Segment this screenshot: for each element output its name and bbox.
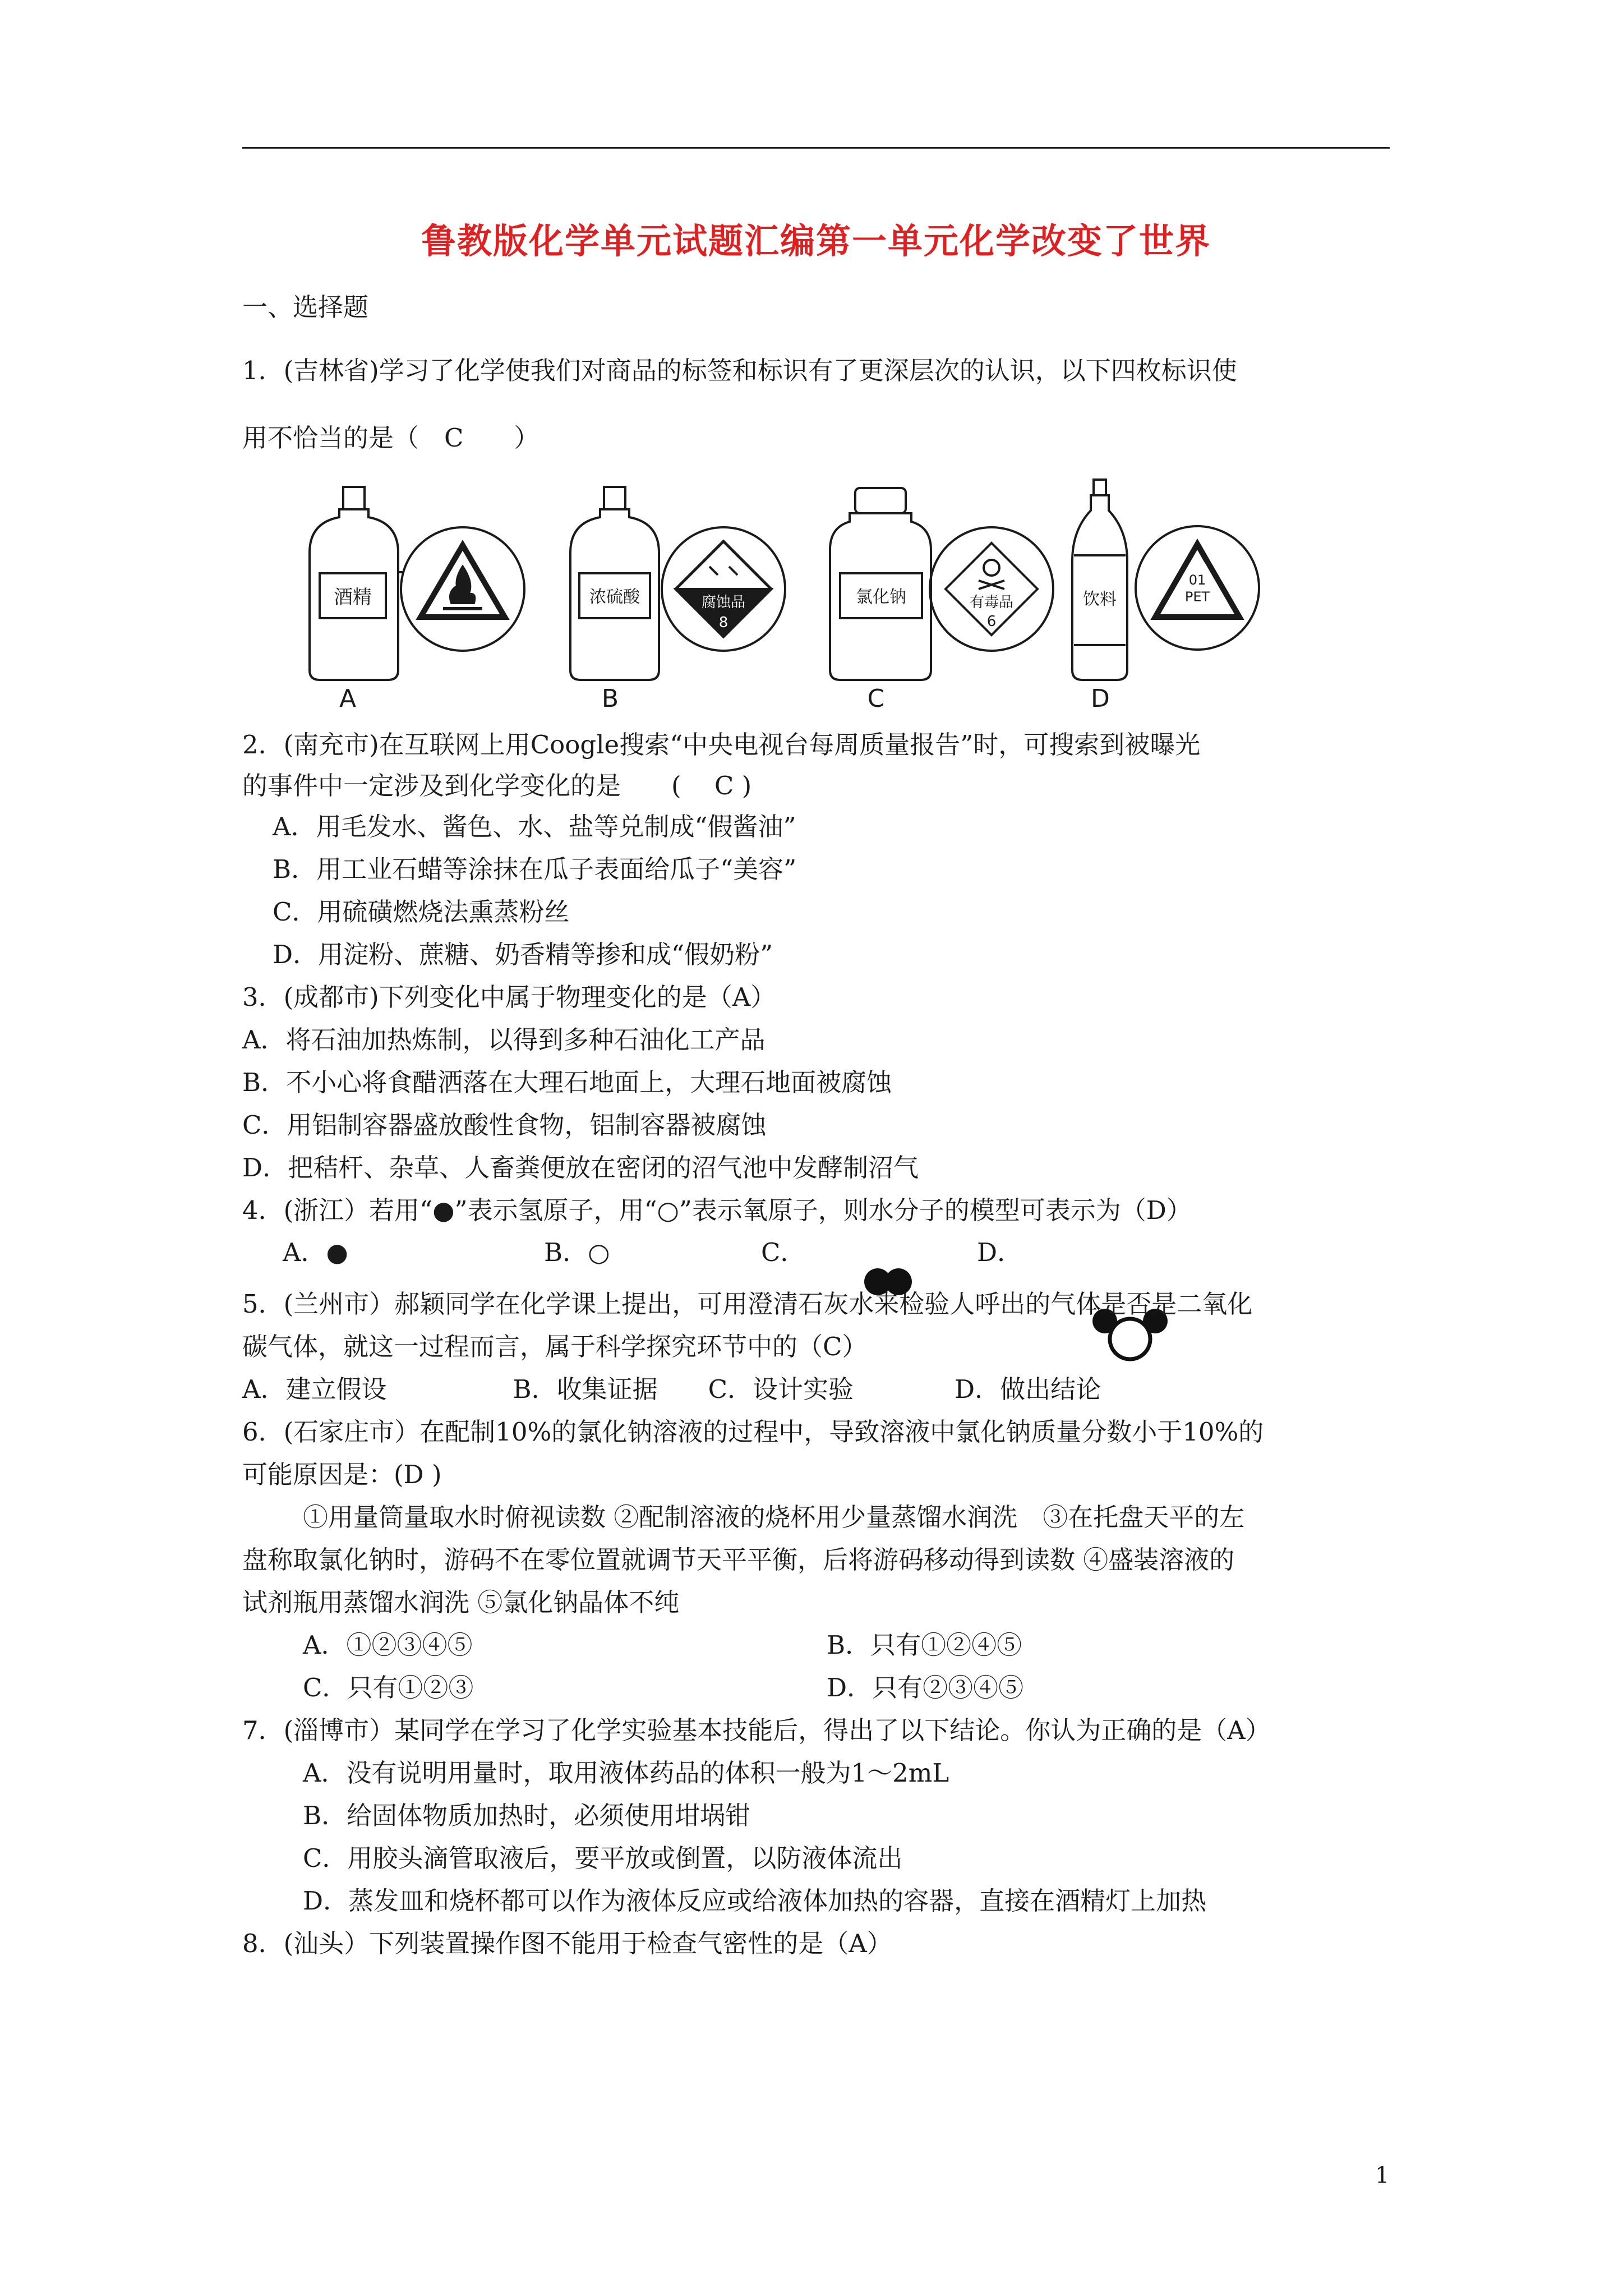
figure-label-d: D bbox=[1091, 684, 1110, 713]
bottle-c bbox=[830, 488, 931, 680]
toxic-sign-number: 6 bbox=[986, 613, 997, 630]
header-rule bbox=[242, 147, 1390, 149]
q6-stem-line2: 可能原因是：(D ) bbox=[242, 1460, 442, 1489]
q6-causes-line2: 盘称取氯化钠时，游码不在零位置就调节天平平衡，后将游码移动得到读数 ④盛装溶液的 bbox=[242, 1545, 1235, 1575]
q7-stem: 7．(淄博市）某同学在学习了化学实验基本技能后，得出了以下结论。你认为正确的是（A） bbox=[242, 1715, 1271, 1745]
q4-option-a: A．● bbox=[283, 1237, 348, 1267]
q2-option-b: B．用工业石蜡等涂抹在瓜子表面给瓜子“美容” bbox=[273, 854, 797, 884]
q1-stem-line2: 用不恰当的是（ C ） bbox=[242, 423, 540, 453]
recycle-sign-code: 01 bbox=[1188, 572, 1206, 588]
bottle-a bbox=[310, 487, 398, 680]
bottle-b-text: 浓硫酸 bbox=[589, 587, 640, 607]
q5-stem-line2: 碳气体，就这一过程而言，属于科学探究环节中的（C） bbox=[242, 1332, 868, 1361]
q5-stem-line1: 5．(兰州市）郝颖同学在化学课上提出，可用澄清石灰水来检验人呼出的气体是否是二氧化 bbox=[242, 1289, 1253, 1319]
q2-stem-line1: 2．(南充市)在互联网上用Coogle搜索“中央电视台每周质量报告”时，可搜索到被曝光 bbox=[242, 730, 1201, 760]
figure-label-a: A bbox=[339, 684, 357, 713]
bottle-c-text: 氯化钠 bbox=[856, 587, 906, 607]
document-title: 鲁教版化学单元试题汇编第一单元化学改变了世界 bbox=[421, 220, 1211, 261]
q5-options: A．建立假设 B．收集证据 C．设计实验 D．做出结论 bbox=[242, 1374, 1101, 1404]
bottle-b bbox=[570, 487, 659, 680]
q3-option-c: C．用铝制容器盛放酸性食物，铝制容器被腐蚀 bbox=[242, 1110, 767, 1140]
q3-stem: 3．(成都市)下列变化中属于物理变化的是（A） bbox=[242, 982, 776, 1012]
q7-option-b: B．给固体物质加热时，必须使用坩埚钳 bbox=[303, 1801, 751, 1830]
page-number: 1 bbox=[1375, 2162, 1390, 2188]
q4-option-c: C． bbox=[761, 1237, 806, 1267]
bottle-d-text: 饮料 bbox=[1083, 590, 1117, 609]
bottle-a-text: 酒精 bbox=[334, 586, 372, 609]
q1-label-figure bbox=[303, 477, 1335, 718]
q6-option-d: D．只有②③④⑤ bbox=[827, 1673, 1024, 1703]
q7-option-c: C．用胶头滴管取液后，要平放或倒置，以防液体流出 bbox=[303, 1843, 903, 1873]
q6-option-a: A．①②③④⑤ bbox=[303, 1630, 473, 1660]
figure-label-b: B bbox=[601, 684, 619, 713]
q3-option-a: A．将石油加热炼制，以得到多种石油化工产品 bbox=[242, 1025, 766, 1055]
section-heading: 一、选择题 bbox=[242, 292, 369, 322]
bottle-d bbox=[1072, 480, 1127, 680]
q1-stem-line1: 1．(吉林省)学习了化学使我们对商品的标签和标识有了更深层次的认识，以下四枚标识使 bbox=[242, 356, 1237, 385]
q2-option-d: D．用淀粉、蔗糖、奶香精等掺和成“假奶粉” bbox=[273, 940, 773, 969]
q8-stem: 8．(汕头）下列装置操作图不能用于检查气密性的是（A） bbox=[242, 1929, 892, 1958]
q3-option-d: D．把秸杆、杂草、人畜粪便放在密闭的沼气池中发酵制沼气 bbox=[242, 1153, 919, 1182]
toxic-sign-icon bbox=[930, 527, 1053, 651]
q3-option-b: B．不小心将食醋洒落在大理石地面上，大理石地面被腐蚀 bbox=[242, 1068, 892, 1097]
q4-option-b: B．○ bbox=[544, 1237, 610, 1267]
q7-option-d: D．蒸发皿和烧杯都可以作为液体反应或给液体加热的容器，直接在酒精灯上加热 bbox=[303, 1886, 1207, 1916]
q2-option-c: C．用硫磺燃烧法熏蒸粉丝 bbox=[273, 897, 570, 927]
q4-option-d: D． bbox=[977, 1237, 1023, 1267]
q6-causes-line3: 试剂瓶用蒸馏水润洗 ⑤氯化钠晶体不纯 bbox=[242, 1588, 680, 1617]
corrosive-sign-text: 腐蚀品 bbox=[701, 594, 746, 611]
q6-option-b: B．只有①②④⑤ bbox=[827, 1630, 1022, 1660]
q2-option-a: A．用毛发水、酱色、水、盐等兑制成“假酱油” bbox=[273, 812, 796, 841]
toxic-sign-text: 有毒品 bbox=[969, 594, 1014, 611]
corrosive-sign-number: 8 bbox=[718, 614, 728, 631]
figure-label-c: C bbox=[867, 684, 885, 713]
q6-stem-line1: 6．(石家庄市）在配制10%的氯化钠溶液的过程中，导致溶液中氯化钠质量分数小于10%的 bbox=[242, 1417, 1264, 1447]
recycle-sign-material: PET bbox=[1184, 589, 1210, 605]
q7-option-a: A．没有说明用量时，取用液体药品的体积一般为1～2mL bbox=[303, 1758, 949, 1788]
q4-stem: 4．(浙江）若用“●”表示氢原子，用“○”表示氧原子，则水分子的模型可表示为（D） bbox=[242, 1195, 1192, 1225]
q2-stem-line2: 的事件中一定涉及到化学变化的是 ( C ) bbox=[242, 771, 752, 800]
q6-option-c: C．只有①②③ bbox=[303, 1673, 474, 1703]
q6-causes-line1: ①用量筒量取水时俯视读数 ②配制溶液的烧杯用少量蒸馏水润洗 ③在托盘天平的左 bbox=[303, 1502, 1245, 1532]
